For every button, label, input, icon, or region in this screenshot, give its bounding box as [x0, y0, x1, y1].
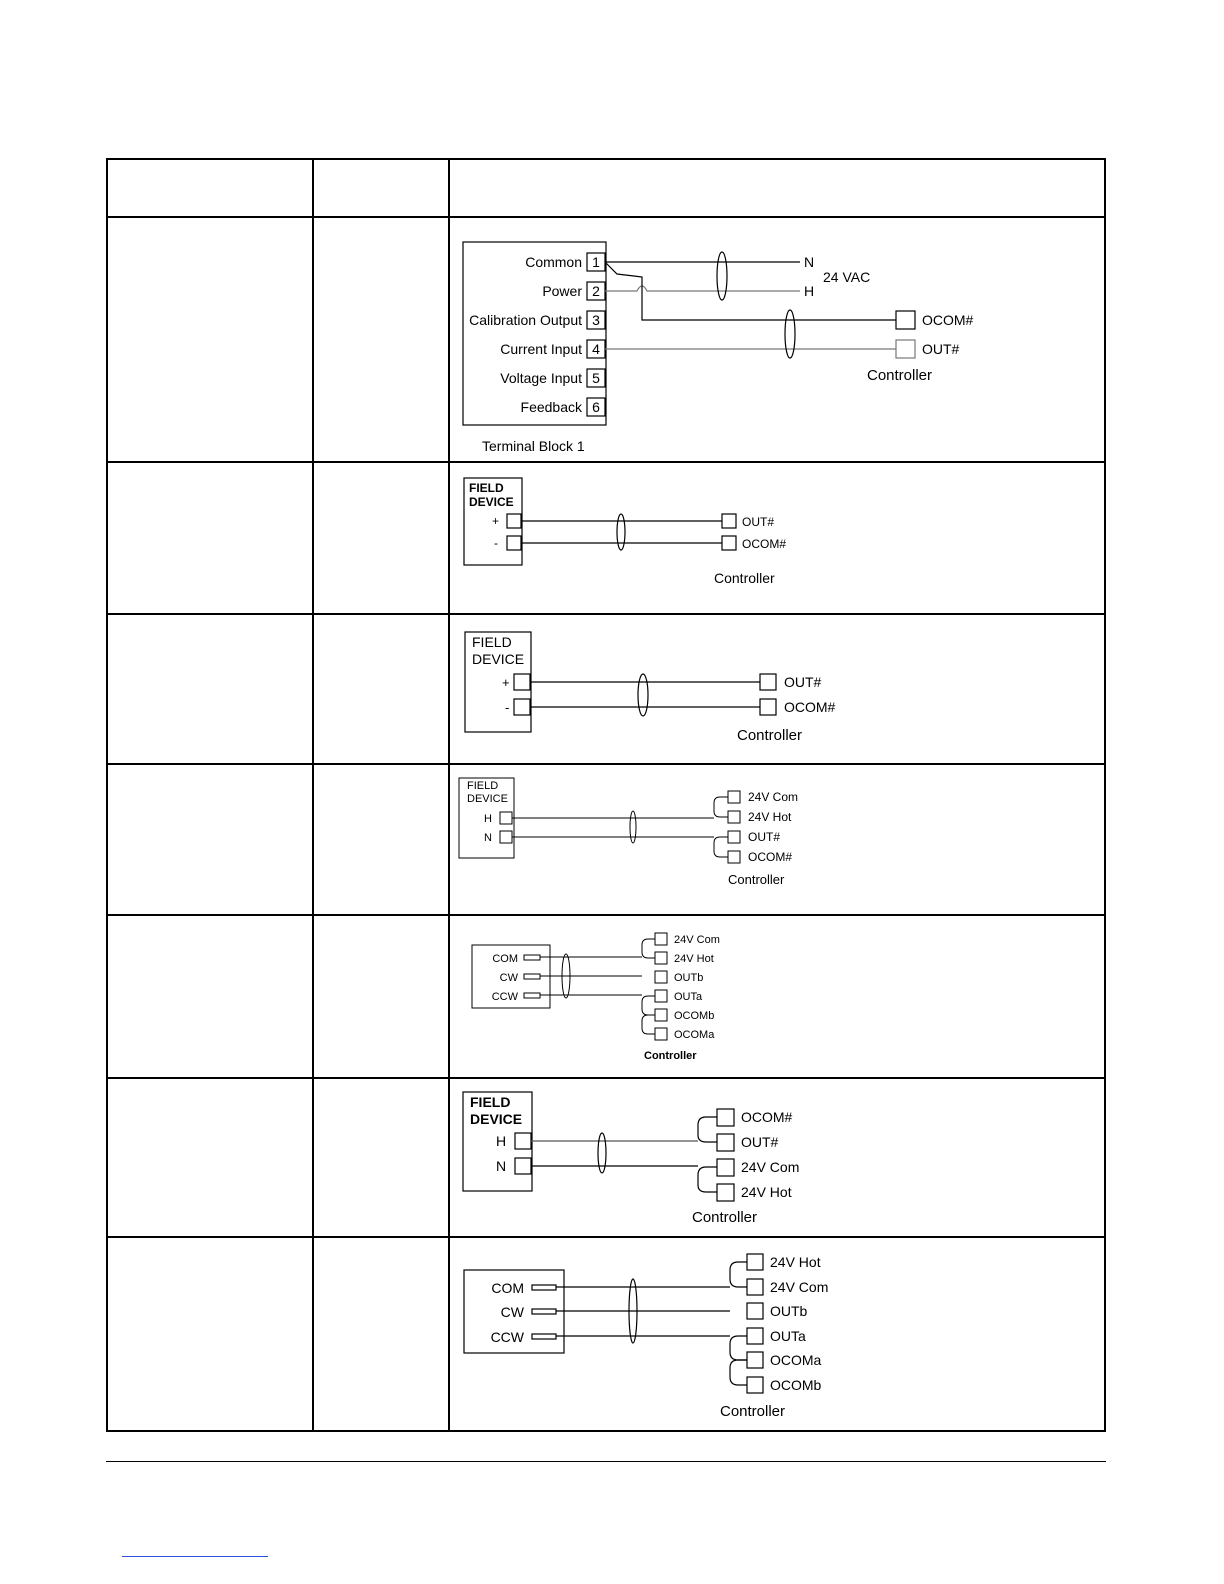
controller-terminal-out: OUT# — [742, 515, 775, 529]
wiring-diagram-field-device-voltage — [452, 616, 1106, 762]
supply-h-label: H — [804, 283, 815, 299]
device-label-line2: DEVICE — [472, 651, 525, 667]
row-divider-6 — [108, 1236, 1104, 1238]
device-label-line1: FIELD — [469, 481, 504, 495]
row-divider-3 — [108, 763, 1104, 765]
controller-terminal-ocoma: OCOMa — [770, 1352, 822, 1368]
terminal-label-common: Common — [525, 254, 582, 270]
terminal-number-3: 3 — [592, 312, 600, 328]
device-label-line2: DEVICE — [467, 793, 508, 805]
controller-terminal-ocom: OCOM# — [742, 537, 787, 551]
controller-terminal-ocoma: OCOMa — [674, 1029, 715, 1041]
wiring-diagram-field-device-current — [452, 464, 1106, 612]
device-plus-label: + — [502, 675, 510, 690]
wiring-diagram-field-device-24v-large — [452, 1080, 1106, 1236]
footer-divider — [106, 1461, 1106, 1462]
row-divider-1 — [108, 461, 1104, 463]
terminal-block-label: Terminal Block 1 — [482, 438, 585, 454]
controller-terminal-24v-hot: 24V Hot — [748, 810, 792, 824]
controller-terminal-outa: OUTa — [674, 991, 703, 1003]
row-divider-header — [108, 216, 1104, 218]
controller-terminal-ocom: OCOM# — [922, 312, 974, 328]
controller-terminal-out: OUT# — [922, 341, 960, 357]
device-plus-label: + — [492, 514, 500, 528]
controller-terminal-ocomb: OCOMb — [770, 1377, 822, 1393]
footer-link-underline[interactable] — [122, 1556, 268, 1557]
controller-terminal-24v-hot: 24V Hot — [741, 1184, 792, 1200]
terminal-number-4: 4 — [592, 341, 600, 357]
controller-terminal-24v-hot: 24V Hot — [674, 953, 714, 965]
controller-terminal-out: OUT# — [741, 1134, 779, 1150]
wiring-diagram-floating-actuator-small — [452, 917, 1106, 1077]
device-label-line1: FIELD — [467, 780, 499, 792]
controller-label: Controller — [692, 1209, 758, 1226]
terminal-label-current: Current Input — [500, 341, 582, 357]
actuator-cw-label: CW — [500, 1304, 524, 1320]
controller-label: Controller — [644, 1050, 697, 1062]
terminal-label-voltage: Voltage Input — [500, 370, 582, 386]
controller-terminal-24v-com: 24V Com — [741, 1159, 800, 1175]
controller-label: Controller — [867, 367, 933, 384]
controller-terminal-24v-com: 24V Com — [770, 1279, 829, 1295]
controller-terminal-out: OUT# — [748, 830, 781, 844]
controller-terminal-outb: OUTb — [674, 972, 704, 984]
controller-terminal-out: OUT# — [784, 674, 822, 690]
row-divider-4 — [108, 914, 1104, 916]
device-minus-label: - — [505, 700, 510, 715]
terminal-number-6: 6 — [592, 399, 600, 415]
controller-terminal-ocom: OCOM# — [784, 699, 836, 715]
actuator-ccw-label: CCW — [491, 991, 518, 1003]
controller-label: Controller — [720, 1403, 786, 1420]
actuator-cw-label: CW — [499, 972, 518, 984]
wiring-diagram-floating-actuator-large — [452, 1239, 1106, 1432]
column-divider-2 — [448, 160, 450, 1430]
controller-terminal-24v-com: 24V Com — [748, 790, 799, 804]
controller-terminal-outa: OUTa — [770, 1328, 806, 1344]
row-divider-2 — [108, 613, 1104, 615]
device-label-line1: FIELD — [470, 1094, 511, 1110]
controller-terminal-outb: OUTb — [770, 1303, 808, 1319]
terminal-label-calibration: Calibration Output — [469, 312, 582, 328]
controller-label: Controller — [728, 872, 785, 887]
device-label-line1: FIELD — [472, 634, 512, 650]
device-h-label: H — [484, 813, 492, 825]
wiring-table — [106, 158, 1106, 1432]
terminal-label-power: Power — [542, 283, 582, 299]
controller-terminal-24v-hot: 24V Hot — [770, 1254, 821, 1270]
wiring-diagram-field-device-24v — [452, 766, 1106, 914]
actuator-ccw-label: CCW — [490, 1329, 524, 1345]
controller-label: Controller — [737, 727, 803, 744]
device-minus-label: - — [494, 536, 498, 550]
controller-terminal-ocom: OCOM# — [748, 850, 793, 864]
terminal-number-1: 1 — [592, 254, 600, 270]
device-n-label: N — [484, 832, 492, 844]
controller-terminal-24v-com: 24V Com — [674, 934, 720, 946]
device-h-label: H — [496, 1133, 507, 1149]
column-divider-1 — [312, 160, 314, 1430]
terminal-label-feedback: Feedback — [520, 399, 582, 415]
supply-voltage-label: 24 VAC — [823, 269, 871, 285]
device-n-label: N — [496, 1158, 507, 1174]
actuator-com-label: COM — [492, 953, 518, 965]
terminal-number-2: 2 — [592, 283, 600, 299]
device-label-line2: DEVICE — [469, 495, 514, 509]
controller-terminal-ocomb: OCOMb — [674, 1010, 715, 1022]
terminal-number-5: 5 — [592, 370, 600, 386]
row-divider-5 — [108, 1077, 1104, 1079]
wiring-diagram-actuator-terminal-block — [452, 230, 1106, 460]
controller-terminal-ocom: OCOM# — [741, 1109, 793, 1125]
device-label-line2: DEVICE — [470, 1111, 523, 1127]
supply-n-label: N — [804, 254, 815, 270]
controller-label: Controller — [714, 570, 775, 586]
actuator-com-label: COM — [491, 1280, 524, 1296]
